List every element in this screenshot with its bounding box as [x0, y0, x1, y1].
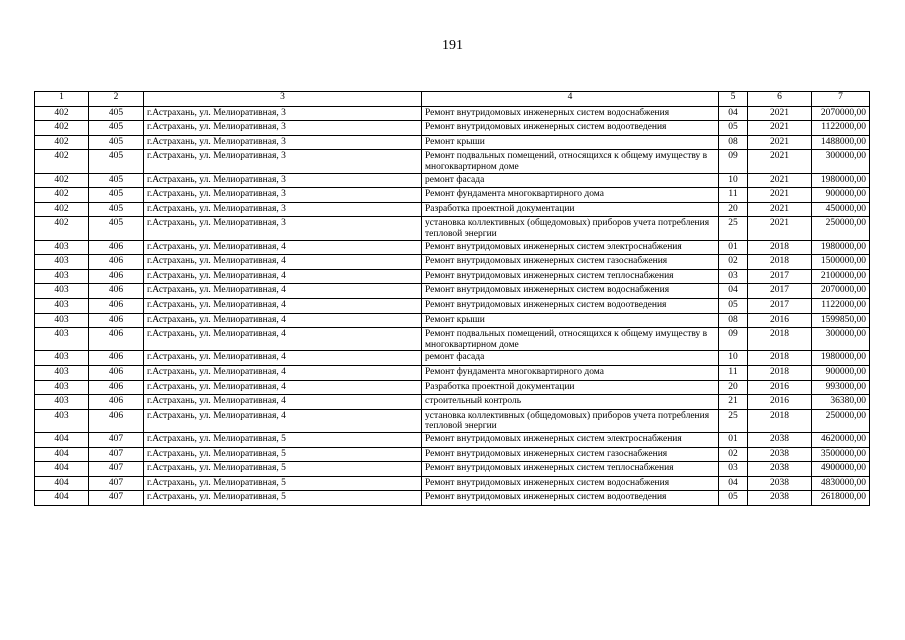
cost-cell: 2070000,00	[812, 106, 870, 121]
row-index-cell: 404	[35, 462, 89, 477]
work-code-cell: 04	[719, 476, 748, 491]
cost-cell: 300000,00	[812, 150, 870, 173]
building-id-cell: 406	[89, 366, 144, 381]
row-index-cell: 402	[35, 188, 89, 203]
page-number: 191	[442, 38, 463, 53]
row-index-cell: 403	[35, 328, 89, 351]
repair-schedule-table	[34, 91, 870, 506]
table-row	[35, 202, 870, 217]
work-type-cell: Ремонт внутридомовых инженерных систем водоотведения	[422, 491, 719, 506]
work-type-cell: Ремонт внутридомовых инженерных систем электроснабжения	[422, 240, 719, 255]
work-code-cell: 03	[719, 462, 748, 477]
address-cell: г.Астрахань, ул. Мелиоративная, 4	[144, 351, 422, 366]
cost-cell: 36380,00	[812, 395, 870, 410]
work-code-cell: 08	[719, 313, 748, 328]
cost-cell: 1980000,00	[812, 351, 870, 366]
year-cell: 2017	[748, 299, 812, 314]
table-row	[35, 299, 870, 314]
column-number-row	[35, 92, 870, 107]
building-id-cell: 407	[89, 447, 144, 462]
table-row	[35, 255, 870, 270]
cost-cell: 1122000,00	[812, 121, 870, 136]
cost-cell: 1122000,00	[812, 299, 870, 314]
work-code-cell: 02	[719, 447, 748, 462]
row-index-cell: 402	[35, 135, 89, 150]
building-id-cell: 405	[89, 217, 144, 240]
building-id-cell: 406	[89, 284, 144, 299]
address-cell: г.Астрахань, ул. Мелиоративная, 4	[144, 395, 422, 410]
work-code-cell: 11	[719, 366, 748, 381]
work-type-cell: Ремонт внутридомовых инженерных систем газоснабжения	[422, 447, 719, 462]
address-cell: г.Астрахань, ул. Мелиоративная, 5	[144, 462, 422, 477]
building-id-cell: 406	[89, 380, 144, 395]
building-id-cell: 405	[89, 188, 144, 203]
building-id-cell: 406	[89, 409, 144, 432]
column-number: 6	[748, 92, 812, 107]
building-id-cell: 406	[89, 299, 144, 314]
year-cell: 2021	[748, 188, 812, 203]
table-row	[35, 491, 870, 506]
building-id-cell: 405	[89, 150, 144, 173]
cost-cell: 4830000,00	[812, 476, 870, 491]
work-code-cell: 20	[719, 380, 748, 395]
work-type-cell: Ремонт внутридомовых инженерных систем водоснабжения	[422, 476, 719, 491]
building-id-cell: 406	[89, 395, 144, 410]
address-cell: г.Астрахань, ул. Мелиоративная, 3	[144, 121, 422, 136]
work-code-cell: 04	[719, 106, 748, 121]
work-code-cell: 21	[719, 395, 748, 410]
cost-cell: 450000,00	[812, 202, 870, 217]
year-cell: 2017	[748, 284, 812, 299]
table-row	[35, 121, 870, 136]
year-cell: 2017	[748, 269, 812, 284]
work-type-cell: Ремонт внутридомовых инженерных систем водоотведения	[422, 299, 719, 314]
table-row	[35, 433, 870, 448]
table-row	[35, 395, 870, 410]
address-cell: г.Астрахань, ул. Мелиоративная, 4	[144, 409, 422, 432]
work-type-cell: Ремонт внутридомовых инженерных систем электроснабжения	[422, 433, 719, 448]
row-index-cell: 403	[35, 269, 89, 284]
year-cell: 2021	[748, 121, 812, 136]
building-id-cell: 407	[89, 462, 144, 477]
column-number: 1	[35, 92, 89, 107]
address-cell: г.Астрахань, ул. Мелиоративная, 3	[144, 173, 422, 188]
building-id-cell: 406	[89, 269, 144, 284]
row-index-cell: 402	[35, 106, 89, 121]
address-cell: г.Астрахань, ул. Мелиоративная, 4	[144, 380, 422, 395]
work-type-cell: Разработка проектной документации	[422, 202, 719, 217]
year-cell: 2038	[748, 476, 812, 491]
address-cell: г.Астрахань, ул. Мелиоративная, 3	[144, 188, 422, 203]
row-index-cell: 403	[35, 299, 89, 314]
building-id-cell: 405	[89, 202, 144, 217]
row-index-cell: 403	[35, 313, 89, 328]
cost-cell: 1980000,00	[812, 240, 870, 255]
year-cell: 2021	[748, 150, 812, 173]
cost-cell: 250000,00	[812, 217, 870, 240]
cost-cell: 3500000,00	[812, 447, 870, 462]
cost-cell: 2618000,00	[812, 491, 870, 506]
work-type-cell: Ремонт внутридомовых инженерных систем водоснабжения	[422, 106, 719, 121]
year-cell: 2016	[748, 313, 812, 328]
work-type-cell: Ремонт внутридомовых инженерных систем газоснабжения	[422, 255, 719, 270]
work-type-cell: Ремонт крыши	[422, 135, 719, 150]
building-id-cell: 405	[89, 106, 144, 121]
work-code-cell: 01	[719, 240, 748, 255]
address-cell: г.Астрахань, ул. Мелиоративная, 4	[144, 255, 422, 270]
work-code-cell: 20	[719, 202, 748, 217]
row-index-cell: 402	[35, 173, 89, 188]
work-type-cell: Разработка проектной документации	[422, 380, 719, 395]
address-cell: г.Астрахань, ул. Мелиоративная, 4	[144, 269, 422, 284]
cost-cell: 300000,00	[812, 328, 870, 351]
work-type-cell: Ремонт крыши	[422, 313, 719, 328]
row-index-cell: 402	[35, 202, 89, 217]
address-cell: г.Астрахань, ул. Мелиоративная, 3	[144, 217, 422, 240]
building-id-cell: 405	[89, 121, 144, 136]
year-cell: 2021	[748, 135, 812, 150]
cost-cell: 900000,00	[812, 366, 870, 381]
cost-cell: 1980000,00	[812, 173, 870, 188]
work-type-cell: установка коллективных (общедомовых) приборов учета потребления тепловой энергии	[422, 409, 719, 432]
table-row	[35, 462, 870, 477]
year-cell: 2018	[748, 240, 812, 255]
address-cell: г.Астрахань, ул. Мелиоративная, 5	[144, 491, 422, 506]
work-code-cell: 10	[719, 351, 748, 366]
work-type-cell: Ремонт подвальных помещений, относящихся к общему имуществу в многоквартирном доме	[422, 150, 719, 173]
cost-cell: 250000,00	[812, 409, 870, 432]
table-row	[35, 188, 870, 203]
row-index-cell: 404	[35, 476, 89, 491]
row-index-cell: 404	[35, 433, 89, 448]
address-cell: г.Астрахань, ул. Мелиоративная, 4	[144, 299, 422, 314]
table-row	[35, 135, 870, 150]
work-code-cell: 03	[719, 269, 748, 284]
work-code-cell: 10	[719, 173, 748, 188]
cost-cell: 900000,00	[812, 188, 870, 203]
year-cell: 2018	[748, 366, 812, 381]
work-type-cell: Ремонт фундамента многоквартирного дома	[422, 366, 719, 381]
address-cell: г.Астрахань, ул. Мелиоративная, 3	[144, 150, 422, 173]
year-cell: 2038	[748, 447, 812, 462]
address-cell: г.Астрахань, ул. Мелиоративная, 5	[144, 433, 422, 448]
address-cell: г.Астрахань, ул. Мелиоративная, 5	[144, 476, 422, 491]
table-row	[35, 366, 870, 381]
year-cell: 2018	[748, 328, 812, 351]
cost-cell: 1488000,00	[812, 135, 870, 150]
row-index-cell: 403	[35, 284, 89, 299]
table-row	[35, 351, 870, 366]
year-cell: 2038	[748, 462, 812, 477]
building-id-cell: 406	[89, 255, 144, 270]
building-id-cell: 405	[89, 173, 144, 188]
table-row	[35, 284, 870, 299]
year-cell: 2018	[748, 351, 812, 366]
work-type-cell: Ремонт внутридомовых инженерных систем водоснабжения	[422, 284, 719, 299]
row-index-cell: 403	[35, 409, 89, 432]
table-row	[35, 447, 870, 462]
year-cell: 2016	[748, 380, 812, 395]
row-index-cell: 403	[35, 395, 89, 410]
address-cell: г.Астрахань, ул. Мелиоративная, 4	[144, 313, 422, 328]
row-index-cell: 402	[35, 217, 89, 240]
address-cell: г.Астрахань, ул. Мелиоративная, 5	[144, 447, 422, 462]
year-cell: 2038	[748, 491, 812, 506]
address-cell: г.Астрахань, ул. Мелиоративная, 4	[144, 366, 422, 381]
table-row	[35, 217, 870, 240]
row-index-cell: 403	[35, 255, 89, 270]
work-type-cell: ремонт фасада	[422, 351, 719, 366]
address-cell: г.Астрахань, ул. Мелиоративная, 3	[144, 106, 422, 121]
year-cell: 2021	[748, 202, 812, 217]
year-cell: 2021	[748, 106, 812, 121]
cost-cell: 2100000,00	[812, 269, 870, 284]
column-number: 2	[89, 92, 144, 107]
cost-cell: 2070000,00	[812, 284, 870, 299]
table-row	[35, 106, 870, 121]
table-row	[35, 269, 870, 284]
work-type-cell: строительный контроль	[422, 395, 719, 410]
year-cell: 2038	[748, 433, 812, 448]
address-cell: г.Астрахань, ул. Мелиоративная, 4	[144, 328, 422, 351]
table-row	[35, 150, 870, 173]
cost-cell: 1599850,00	[812, 313, 870, 328]
table-row	[35, 476, 870, 491]
year-cell: 2021	[748, 217, 812, 240]
work-type-cell: установка коллективных (общедомовых) приборов учета потребления тепловой энергии	[422, 217, 719, 240]
cost-cell: 4620000,00	[812, 433, 870, 448]
column-number: 5	[719, 92, 748, 107]
work-type-cell: ремонт фасада	[422, 173, 719, 188]
building-id-cell: 406	[89, 328, 144, 351]
building-id-cell: 407	[89, 476, 144, 491]
address-cell: г.Астрахань, ул. Мелиоративная, 3	[144, 135, 422, 150]
row-index-cell: 402	[35, 150, 89, 173]
building-id-cell: 406	[89, 240, 144, 255]
building-id-cell: 407	[89, 433, 144, 448]
work-code-cell: 01	[719, 433, 748, 448]
row-index-cell: 402	[35, 121, 89, 136]
work-type-cell: Ремонт внутридомовых инженерных систем теплоснабжения	[422, 269, 719, 284]
address-cell: г.Астрахань, ул. Мелиоративная, 4	[144, 240, 422, 255]
work-code-cell: 11	[719, 188, 748, 203]
table-row	[35, 313, 870, 328]
cost-cell: 1500000,00	[812, 255, 870, 270]
row-index-cell: 403	[35, 240, 89, 255]
address-cell: г.Астрахань, ул. Мелиоративная, 4	[144, 284, 422, 299]
column-number: 3	[144, 92, 422, 107]
cost-cell: 4900000,00	[812, 462, 870, 477]
cost-cell: 993000,00	[812, 380, 870, 395]
table-row	[35, 240, 870, 255]
work-code-cell: 02	[719, 255, 748, 270]
address-cell: г.Астрахань, ул. Мелиоративная, 3	[144, 202, 422, 217]
row-index-cell: 404	[35, 447, 89, 462]
column-number: 7	[812, 92, 870, 107]
work-code-cell: 25	[719, 409, 748, 432]
table-row	[35, 328, 870, 351]
work-code-cell: 09	[719, 328, 748, 351]
building-id-cell: 406	[89, 351, 144, 366]
work-code-cell: 05	[719, 121, 748, 136]
work-type-cell: Ремонт подвальных помещений, относящихся к общему имуществу в многоквартирном доме	[422, 328, 719, 351]
column-number: 4	[422, 92, 719, 107]
work-code-cell: 25	[719, 217, 748, 240]
year-cell: 2016	[748, 395, 812, 410]
building-id-cell: 406	[89, 313, 144, 328]
building-id-cell: 407	[89, 491, 144, 506]
work-code-cell: 04	[719, 284, 748, 299]
row-index-cell: 403	[35, 380, 89, 395]
work-code-cell: 05	[719, 491, 748, 506]
work-type-cell: Ремонт внутридомовых инженерных систем водоотведения	[422, 121, 719, 136]
work-code-cell: 08	[719, 135, 748, 150]
row-index-cell: 403	[35, 366, 89, 381]
table-row	[35, 409, 870, 432]
work-type-cell: Ремонт фундамента многоквартирного дома	[422, 188, 719, 203]
row-index-cell: 404	[35, 491, 89, 506]
table-row	[35, 380, 870, 395]
work-code-cell: 05	[719, 299, 748, 314]
building-id-cell: 405	[89, 135, 144, 150]
row-index-cell: 403	[35, 351, 89, 366]
work-code-cell: 09	[719, 150, 748, 173]
year-cell: 2018	[748, 255, 812, 270]
year-cell: 2018	[748, 409, 812, 432]
table-row	[35, 173, 870, 188]
work-type-cell: Ремонт внутридомовых инженерных систем теплоснабжения	[422, 462, 719, 477]
year-cell: 2021	[748, 173, 812, 188]
